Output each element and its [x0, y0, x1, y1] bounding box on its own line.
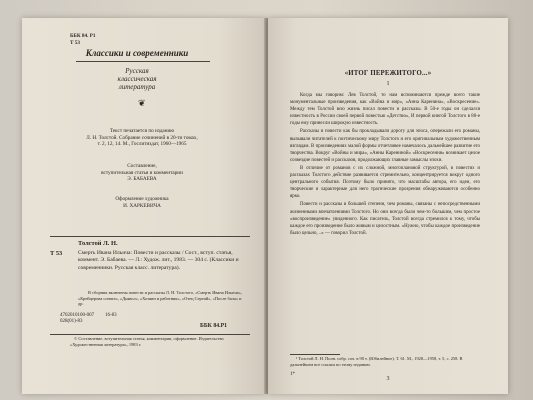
body-text	[290, 92, 480, 238]
catalog-description: Смерть Ивана Ильича: Повести и рассказы / Сост., вступ. статья, коммент. Э. Бабаева. — Л.: Худож. лит., 1983. — 304 с. (Классики и современники. Русская класс. литература).	[78, 250, 239, 271]
code-top: Т 53	[70, 40, 80, 46]
section-number: 1	[386, 81, 390, 87]
paragraph: Рассказы и повести как бы прокладывали дорогу для эпоса, опережали его романы, вызывали читателей к поэтическому миру Толстого и его оригинальным художественным взглядам. В произведениях малой формы отчетливее намечалось дальнейшее развитие его творчества. Вокруг «Войны и мира», «Анны Карениной» «Воскресения» возникает целое созвездие повестей и рассказов, продолжающих главные замыслы эпохи.	[290, 129, 480, 163]
print-note: Текст печатается по изданию Л. Н. Толстой. Собрание сочинений в 20-ти томах, т. 2, 12, 14. М., Гослитиздат, 1960—1965	[86, 128, 198, 148]
divider	[76, 61, 210, 62]
isbn-block: 4702010100-007 028(01)-83	[60, 313, 95, 325]
left-page	[22, 18, 266, 394]
paragraph: Когда мы говорим: Лев Толстой, то нам вспоминаются прежде всего такие монументальные произведения, как «Война и мир», «Анна Каренина», «Воскресение». Между тем Толстой всю жизнь писал повести и рассказы. В 50-е годы он сделался известность в России своей первой повестью «Детство», И первой книгой Толстого в 80-е годы ему принесли широкую известность.	[290, 93, 480, 127]
sub-series: Русская классическая литература	[117, 67, 157, 91]
author: Толстой Л. Н.	[78, 240, 118, 247]
page-number: 3	[386, 376, 390, 382]
catalog-divider	[50, 236, 250, 237]
series-title: Классики и современники	[85, 48, 189, 58]
isbn-number: 16-83	[105, 313, 117, 318]
catalog-bottom-divider	[50, 334, 250, 335]
design-credit: Оформление художника И. ХАРКЕВИЧА	[115, 196, 169, 209]
code-bottom: Т 53	[50, 250, 63, 257]
footnote-divider	[290, 354, 340, 355]
annotation: В сборник включены повести и рассказы Л. Н. Толстого, «Смерть Ивана Ильича», «Крейцерова соната», «Дьявол», «Хозяин и работник», «Отец Сергий», «После бала» и др.	[78, 290, 242, 307]
chapter-heading: «ИТОГ ПЕРЕЖИТОГО...»	[344, 70, 432, 77]
copyright: © Составление, вступительная статья, комментарии, оформление. Издательство «Художественная литература», 1983 г.	[70, 336, 224, 347]
leaf-ornament-icon: ❦	[138, 98, 146, 108]
bbk-bottom: ББК 84.Р1	[200, 323, 228, 329]
paragraph: В отличие от романов с их сложной, многоплановой структурой, в повестях и рассказах Толстого действие развивается стремительно, концентрируется вокруг одного центрального события. Поэтому было принято, что масштабы автора, его идеи, его творческие и характерные для него трагические прозрения обнаруживаются особенно ярко.	[290, 165, 480, 200]
compiled-by: Составление, вступительная статья и комментарии Э. БАБАЕВА	[101, 163, 183, 183]
paragraph: Повести и рассказы в большей степени, чем романы, связаны с непосредственными жизненными впечатлениями Толстого. Но они всегда были чем-то большим, чем простое «воспроизведение» увиденного. Как писатель, Толстой всегда стремился к тому, чтобы каждое его произведение было живым и целостным. «Нужно, чтобы каждое произведение было цельно, ..» — говорил Толстой.	[290, 202, 480, 236]
footnote: ¹ Толстой Л. Н. Полн. собр. соч. в 90 т. (Юбилейное). Т. 61. М., 1928—1958, т. 5, с. 258. В дальнейшем все ссылки по этому изданию.	[290, 356, 463, 367]
right-page	[268, 18, 508, 394]
bbk-top: ББК 84. Р1	[70, 33, 96, 39]
signature-mark: 1*	[290, 372, 295, 377]
